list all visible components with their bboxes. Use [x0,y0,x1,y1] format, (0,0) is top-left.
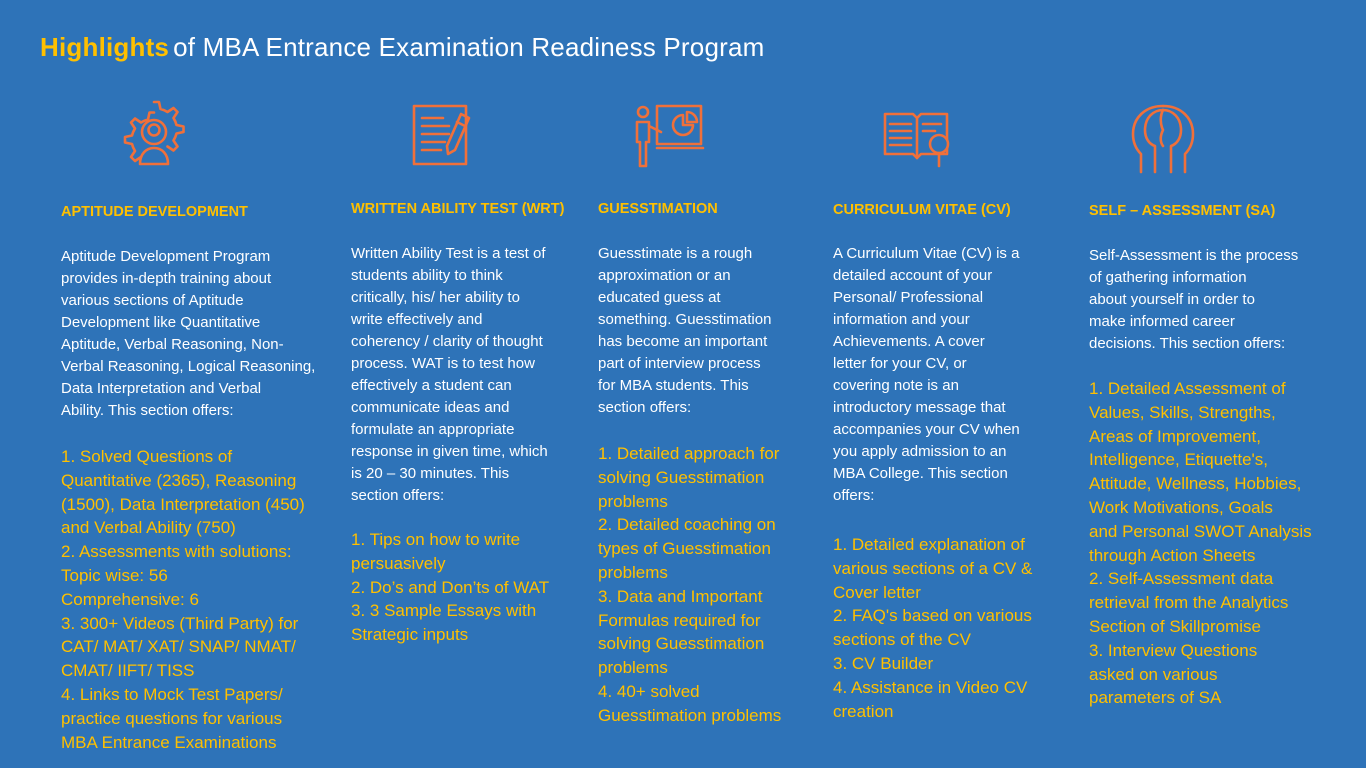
offer-line: creation [833,701,894,721]
description-line: has become an important [598,333,768,350]
offer-line: Strategic inputs [351,625,469,645]
description-line: information and your [833,311,970,328]
description-self-assessment [1089,245,1298,355]
offer-line: 2. FAQ's based on various [833,606,1032,626]
description-line: Data Interpretation and Verbal [61,380,262,397]
presentation-icon [631,100,707,176]
description-line: effectively a student can [351,377,512,394]
document-pen-icon [405,98,481,174]
description-line: A Curriculum Vitae (CV) is a [833,245,1020,262]
description-line: write effectively and [351,311,483,328]
description-line: about yourself in order to [1089,291,1255,308]
description-guesstimation [598,243,771,419]
offer-line: sections of the CV [833,630,971,650]
heading-guesstimation: GUESSTIMATION [598,201,718,217]
offer-line: Cover letter [833,582,921,602]
description-line: provides in-depth training about [61,270,272,287]
offer-line: CAT/ MAT/ XAT/ SNAP/ NMAT/ [61,637,296,657]
offer-line: through Action Sheets [1089,545,1256,565]
offers-self-assessment [1089,377,1312,710]
description-line: detailed account of your [833,267,993,284]
heading-self-assessment: SELF – ASSESSMENT (SA) [1089,203,1276,219]
offers-aptitude-development [61,445,305,754]
head-profile-icon [1125,100,1201,176]
title-rest: of MBA Entrance Examination Readiness Program [173,32,765,62]
offer-line: Comprehensive: 6 [61,589,199,609]
offer-line: Work Motivations, Goals [1089,497,1273,517]
description-line: something. Guesstimation [598,311,772,328]
offer-line: 4. Assistance in Video CV [833,677,1028,697]
offer-line: various sections of a CV & [833,558,1033,578]
offer-line: CMAT/ IIFT/ TISS [61,661,195,681]
description-line: section offers: [351,487,445,504]
offer-line: 4. 40+ solved [598,681,700,701]
book-magnifier-icon [879,102,955,178]
description-line: Guesstimate is a rough [598,245,753,262]
description-line: part of interview process [598,355,761,372]
offers-written-ability-test [351,528,549,647]
description-line: introductory message that [833,399,1006,416]
description-line: of gathering information [1089,269,1247,286]
description-line: response in given time, which [351,443,548,460]
offer-line: 2. Do’s and Don’ts of WAT [351,577,550,597]
description-line: formulate an appropriate [351,421,515,438]
description-aptitude-development [61,246,315,422]
description-line: communicate ideas and [351,399,510,416]
description-line: educated guess at [598,289,721,306]
offer-line: solving Guesstimation [598,467,765,487]
offer-line: and Personal SWOT Analysis [1089,521,1312,541]
offer-line: asked on various [1089,664,1218,684]
offer-line: Intelligence, Etiquette's, [1089,450,1269,470]
description-line: Aptitude Development Program [61,248,271,265]
offer-line: 4. Links to Mock Test Papers/ [61,684,283,704]
description-line: approximation or an [598,267,731,284]
offer-line: 3. CV Builder [833,653,934,673]
description-line: Personal/ Professional [833,289,984,306]
offer-line: 3. 3 Sample Essays with [351,601,537,621]
description-line: accompanies your CV when [833,421,1020,438]
description-line: for MBA students. This [598,377,749,394]
offer-line: types of Guesstimation [598,539,771,559]
offer-line: problems [598,562,668,582]
offer-line: 3. Data and Important [598,586,763,606]
offers-curriculum-vitae [833,533,1032,723]
description-line: Written Ability Test is a test of [351,245,546,262]
offer-line: retrieval from the Analytics [1089,593,1289,613]
description-line: critically, his/ her ability to [351,289,520,306]
offer-line: Section of Skillpromise [1089,616,1261,636]
offer-line: persuasively [351,553,446,573]
offer-line: Values, Skills, Strengths, [1089,402,1276,422]
description-line: section offers: [598,399,692,416]
offer-line: 2. Assessments with solutions: [61,542,292,562]
page-title [40,32,765,63]
description-curriculum-vitae [833,243,1020,507]
description-line: Achievements. A cover [833,333,985,350]
offer-line: problems [598,658,668,678]
offer-line: 1. Tips on how to write [351,530,521,549]
description-line: process. WAT is to test how [351,355,535,372]
heading-curriculum-vitae: CURRICULUM VITAE (CV) [833,202,1011,218]
offer-line: Formulas required for [598,610,761,630]
offer-line: 3. Interview Questions [1089,640,1258,660]
description-line: Development like Quantitative [61,314,261,331]
description-written-ability-test [351,243,548,507]
description-line: MBA College. This section [833,465,1008,482]
description-line: you apply admission to an [833,443,1007,460]
offer-line: parameters of SA [1089,688,1222,708]
description-line: decisions. This section offers: [1089,335,1286,352]
offer-line: Attitude, Wellness, Hobbies, [1089,474,1302,494]
title-highlight: Highlights [40,32,170,62]
description-line: various sections of Aptitude [61,292,244,309]
offer-line: 3. 300+ Videos (Third Party) for [61,613,299,633]
description-line: covering note is an [833,377,959,394]
offer-line: 1. Solved Questions of [61,447,233,466]
offer-line: 1. Detailed Assessment of [1089,379,1286,398]
offer-line: 2. Detailed coaching on [598,515,776,535]
description-line: is 20 – 30 minutes. This [351,465,510,482]
description-line: letter for your CV, or [833,355,967,372]
offer-line: problems [598,491,668,511]
offer-line: Topic wise: 56 [61,565,168,585]
description-line: offers: [833,487,875,504]
offer-line: Guesstimation problems [598,705,782,725]
offers-guesstimation [598,442,781,728]
description-line: Aptitude, Verbal Reasoning, Non- [61,336,284,353]
description-line: coherency / clarity of thought [351,333,543,350]
offer-line: 2. Self-Assessment data [1089,569,1274,589]
description-line: Ability. This section offers: [61,402,234,419]
offer-line: (1500), Data Interpretation (450) [61,494,305,514]
gear-person-icon [116,96,192,172]
offer-line: and Verbal Ability (750) [61,518,236,538]
heading-written-ability-test: WRITTEN ABILITY TEST (WRT) [351,201,565,217]
offer-line: MBA Entrance Examinations [61,732,277,752]
offer-line: practice questions for various [61,708,283,728]
offer-line: Areas of Improvement, [1089,426,1261,446]
description-line: Self-Assessment is the process [1089,247,1299,264]
offer-line: solving Guesstimation [598,634,765,654]
description-line: Verbal Reasoning, Logical Reasoning, [61,358,316,375]
offer-line: Quantitative (2365), Reasoning [61,470,297,490]
offer-line: 1. Detailed explanation of [833,535,1025,554]
heading-aptitude-development: APTITUDE DEVELOPMENT [61,204,248,220]
description-line: students ability to think [351,267,503,284]
offer-line: 1. Detailed approach for [598,444,780,463]
description-line: make informed career [1089,313,1235,330]
